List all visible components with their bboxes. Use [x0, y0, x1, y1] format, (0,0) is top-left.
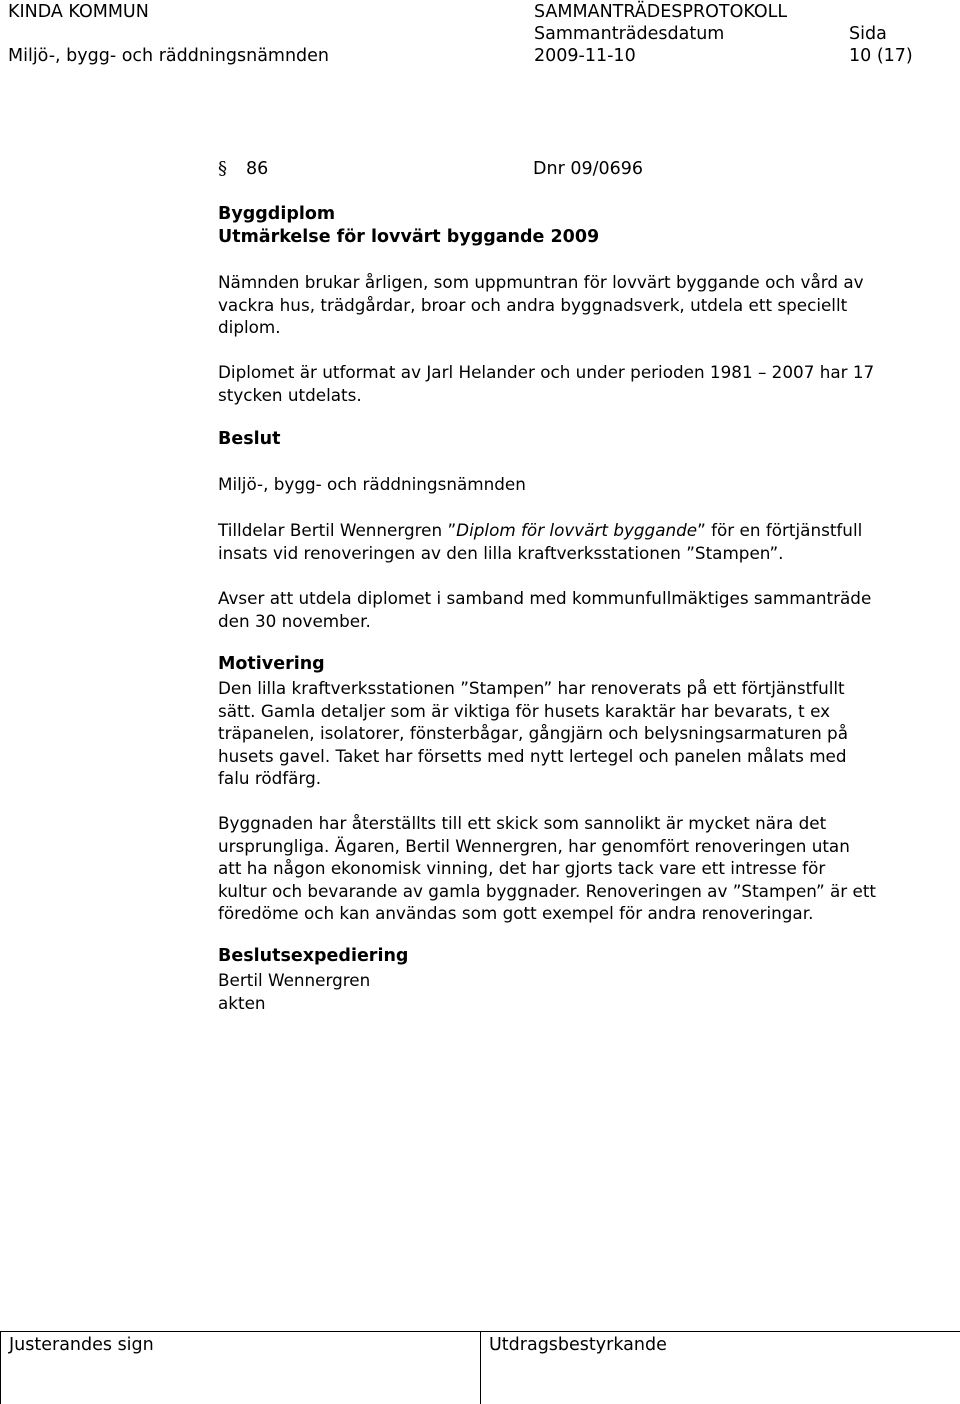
ceremony-line: Avser att utdela diplomet i samband med kommunfullmäktiges sammanträde	[218, 588, 872, 608]
intro-line: Nämnden brukar årligen, som uppmuntran för lovvärt byggande och vård av	[218, 272, 864, 292]
signature-footer	[0, 1331, 960, 1404]
award-pre: Tilldelar Bertil Wennergren ”	[218, 520, 457, 540]
meeting-date-label: Sammanträdesdatum	[534, 24, 725, 44]
diploma-line: stycken utdelats.	[218, 384, 362, 405]
distribution-recipient: Bertil Wennergren	[218, 970, 371, 990]
intro-paragraph	[218, 271, 956, 339]
motivation-line: husets gavel. Taket har försetts med nytt lertegel och panelen målats med	[218, 745, 847, 766]
distribution-list	[218, 969, 956, 1014]
motivation-heading: Motivering	[218, 654, 325, 674]
decision-body: Miljö-, bygg- och räddningsnämnden	[218, 474, 526, 494]
restoration-paragraph	[218, 812, 956, 925]
award-paragraph	[218, 519, 956, 564]
page-label: Sida	[849, 24, 887, 44]
diploma-paragraph	[218, 361, 956, 406]
restoration-line: ursprungliga. Ägaren, Bertil Wennergren, har genomfört renoveringen utan	[218, 835, 850, 856]
restoration-line: att ha någon ekonomisk vinning, det har gjorts tack vare ett intresse för	[218, 858, 826, 878]
motivation-line: träpanelen, isolatorer, fönsterbågar, gångjärn och belysningsarmaturen på	[218, 723, 848, 743]
award-line: insats vid renoveringen av den lilla kraftverksstationen ”Stampen”.	[218, 542, 784, 563]
item-title: Byggdiplom	[218, 204, 336, 224]
award-line	[218, 519, 956, 542]
committee-name: Miljö-, bygg- och räddningsnämnden	[8, 46, 330, 66]
ceremony-line: den 30 november.	[218, 610, 371, 631]
motivation-line: Den lilla kraftverksstationen ”Stampen” har renoverats på ett förtjänstfullt	[218, 678, 845, 698]
certification-box	[480, 1331, 960, 1404]
org-name: KINDA KOMMUN	[8, 2, 149, 22]
intro-line: vackra hus, trädgårdar, broar och andra byggnadsverk, utdela ett speciellt	[218, 294, 848, 315]
certification-label: Utdragsbestyrkande	[489, 1335, 667, 1355]
restoration-line: kultur och bevarande av gamla byggnader. Renoveringen av ”Stampen” är ett	[218, 880, 877, 901]
distribution-recipient: akten	[218, 992, 266, 1013]
item-number: 86	[246, 159, 269, 179]
restoration-line: föredöme och kan användas som gott exempel för andra renoveringar.	[218, 903, 814, 923]
document-type: SAMMANTRÄDESPROTOKOLL	[534, 2, 788, 22]
page-number: 10 (17)	[849, 46, 913, 66]
signature-box	[0, 1331, 480, 1404]
diploma-line: Diplomet är utformat av Jarl Helander och under perioden 1981 – 2007 har 17	[218, 362, 875, 382]
motivation-line: falu rödfärg.	[218, 768, 322, 788]
intro-line: diplom.	[218, 317, 281, 337]
distribution-heading: Beslutsexpediering	[218, 946, 409, 966]
ceremony-paragraph	[218, 587, 956, 632]
case-number: Dnr 09/0696	[533, 159, 644, 179]
motivation-line: sätt. Gamla detaljer som är viktiga för husets karaktär har bevarats, t ex	[218, 700, 831, 721]
section-symbol-icon: §	[218, 158, 227, 179]
decision-heading: Beslut	[218, 429, 281, 449]
item-subtitle: Utmärkelse för lovvärt byggande 2009	[218, 227, 600, 247]
motivation-paragraph	[218, 677, 956, 790]
award-title: Diplom för lovvärt byggande	[456, 520, 698, 540]
meeting-date: 2009-11-10	[534, 46, 636, 66]
signature-label: Justerandes sign	[9, 1335, 154, 1355]
award-post: ” för en förtjänstfull	[697, 520, 863, 540]
restoration-line: Byggnaden har återställts till ett skick som sannolikt är mycket nära det	[218, 813, 827, 833]
